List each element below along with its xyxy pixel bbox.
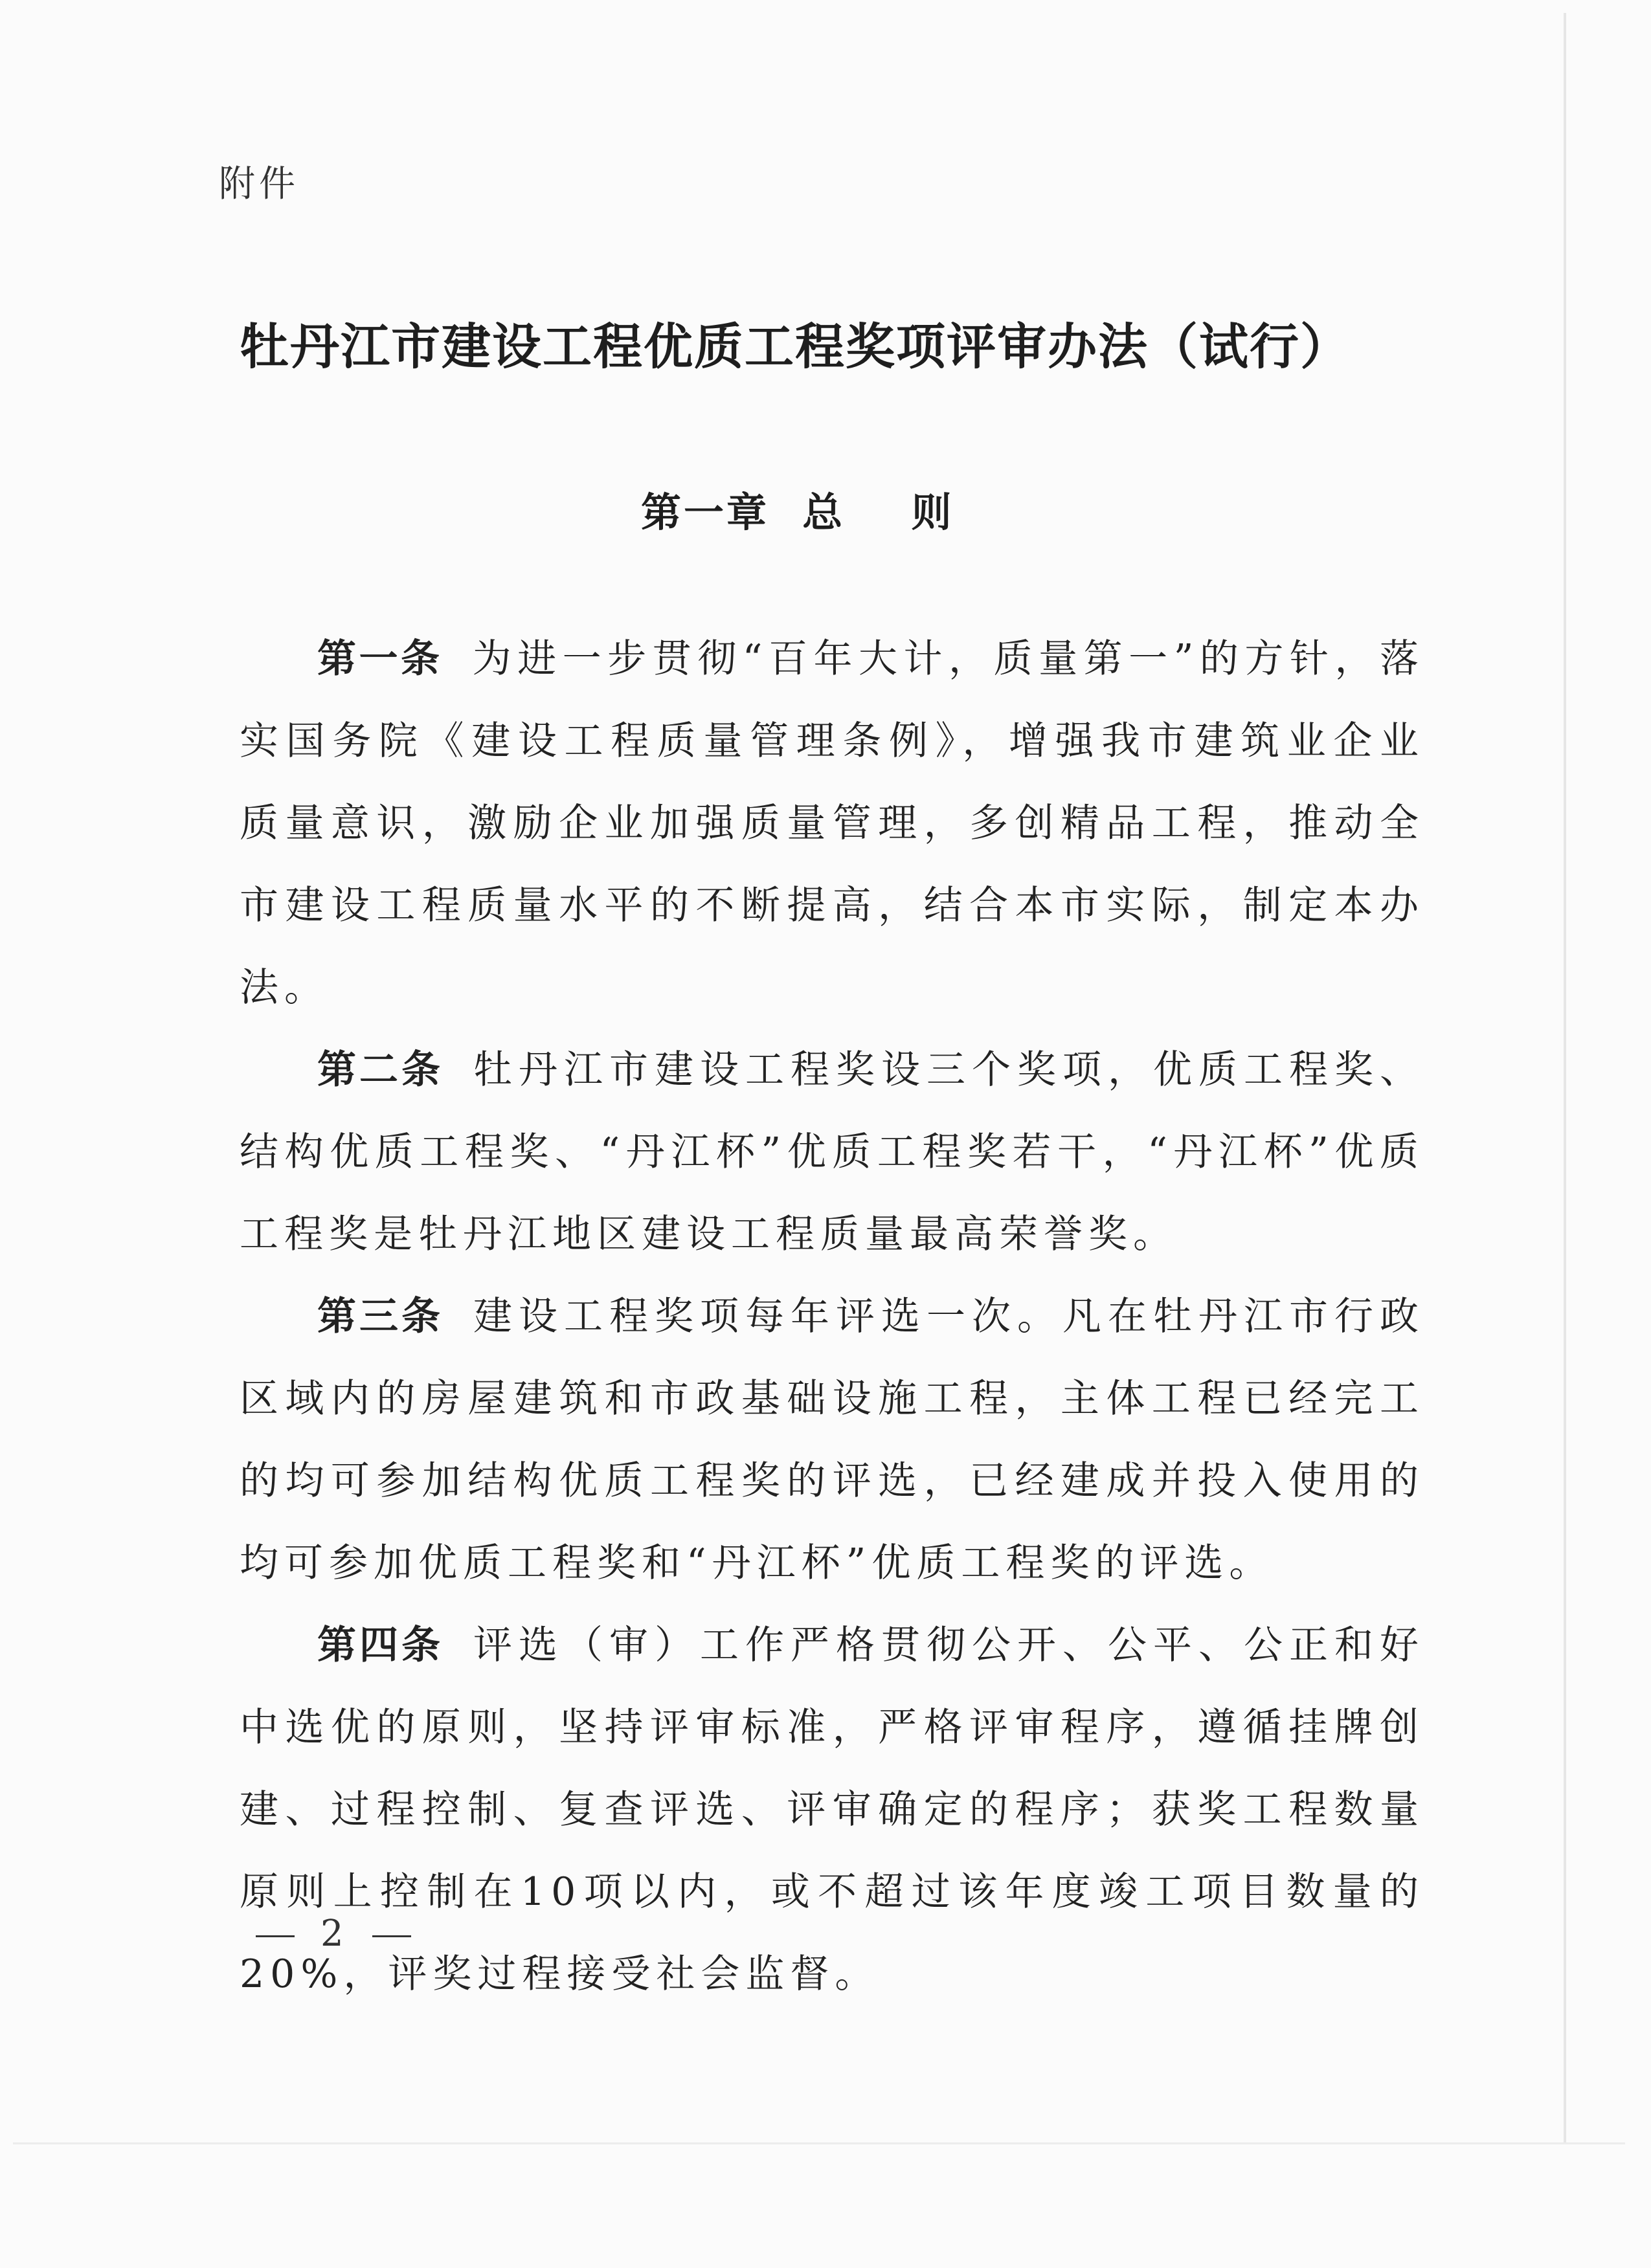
article-3-text: 建设工程奖项每年评选一次。凡在牡丹江市行政区域内的房屋建筑和市政基础设施工程，主体工程已经完工的均可参加结构优质工程奖的评选，已经建成并投入使用的均可参加优质工程奖和“丹江杯”优质工程奖的评选。	[240, 1294, 1424, 1586]
article-2-text: 牡丹江市建设工程奖设三个奖项，优质工程奖、结构优质工程奖、“丹江杯”优质工程奖若干，“丹江杯”优质工程奖是牡丹江地区建设工程质量最高荣誉奖。	[240, 1047, 1424, 1257]
scan-edge-right	[1564, 13, 1566, 2142]
article-1-head: 第一条	[317, 636, 443, 682]
page-number-dash-left	[256, 1935, 295, 1937]
article-3	[240, 1276, 1424, 1605]
scan-edge-bottom	[13, 2142, 1625, 2144]
page-number-dash-right	[372, 1935, 411, 1937]
article-4-head: 第四条	[317, 1623, 444, 1668]
document-title: 牡丹江市建设工程优质工程奖项评审办法（试行）	[240, 318, 1351, 375]
article-1-text: 为进一步贯彻“百年大计，质量第一”的方针，落实国务院《建设工程质量管理条例》，增强我市建筑业企业质量意识，激励企业加强质量管理，多创精品工程，推动全市建设工程质量水平的不断提高，结合本市实际，制定本办法。	[240, 636, 1425, 1010]
article-2	[240, 1029, 1424, 1276]
page-number-value: 2	[320, 1913, 346, 1955]
article-1	[240, 618, 1424, 1029]
page-number	[256, 1913, 411, 1955]
chapter-title: 第一章 总 则	[641, 489, 954, 536]
article-4	[240, 1605, 1424, 2016]
attachment-label: 附件	[219, 163, 299, 205]
article-2-head: 第二条	[317, 1047, 444, 1093]
body-text	[240, 618, 1424, 2016]
article-3-head: 第三条	[317, 1294, 444, 1339]
article-4-text: 评选（审）工作严格贯彻公开、公平、公正和好中选优的原则，坚持评审标准，严格评审程序，遵循挂牌创建、过程控制、复查评选、评审确定的程序；获奖工程数量原则上控制在10项以内，或不超过该年度竣工项目数量的20%，评奖过程接受社会监督。	[240, 1623, 1424, 1997]
